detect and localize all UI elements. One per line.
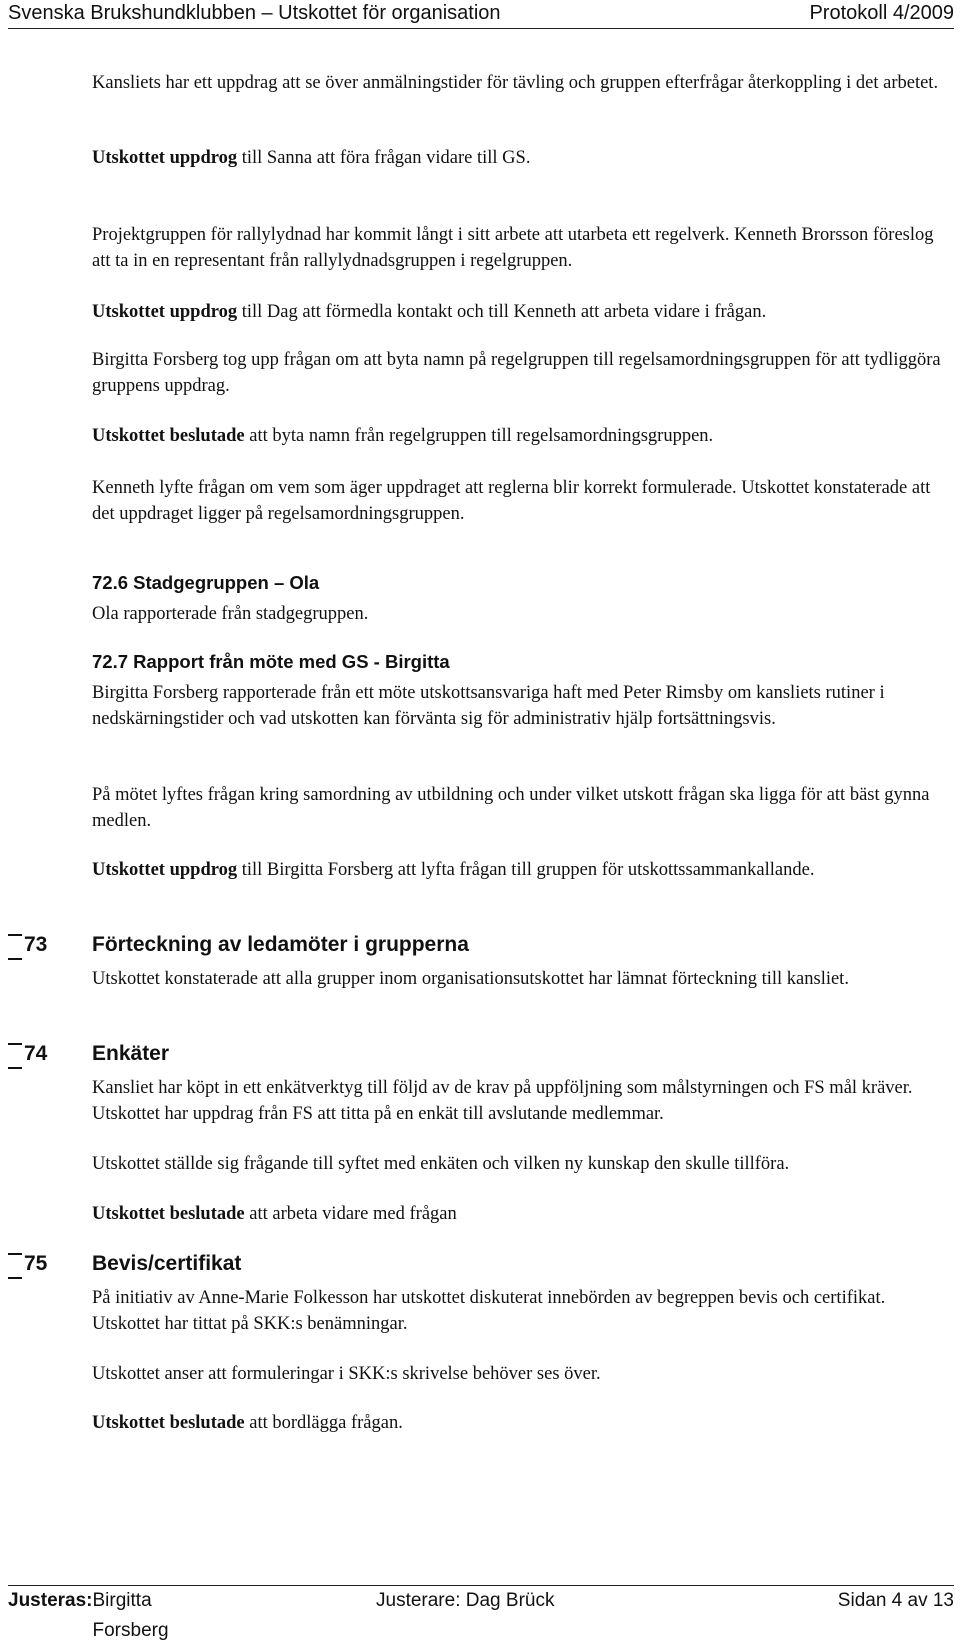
footer-justeras: Justeras: Birgitta Forsberg (8, 1590, 169, 1641)
paragraph: Projektgruppen för rallylydnad har kommit långt i sitt arbete att utarbeta ett regelverk. Kenneth Brorsson föreslog att ta in en representant från rallylydnadsgruppen i regelgruppen. (92, 225, 934, 271)
section-heading: Förteckning av ledamöter i grupperna (92, 933, 469, 956)
paragraph: Utskottet uppdrog till Birgitta Forsberg att lyfta frågan till gruppen för utskottssammankallande. (92, 860, 815, 880)
paragraph: Utskottet beslutade att byta namn från regelgruppen till regelsamordningsgruppen. (92, 426, 714, 446)
section-marker-icon (8, 1043, 22, 1069)
section-marker-icon (8, 934, 22, 960)
section-heading: Enkäter (92, 1042, 170, 1065)
paragraph: Birgitta Forsberg rapporterade från ett möte utskottsansvariga haft med Peter Rimsby om kansliets rutiner i nedskärningstider och vad utskotten kan förvänta sig för administrativ hjälp fortsättningsvis. (92, 683, 885, 729)
paragraph: Utskottet konstaterade att alla grupper inom organisationsutskottet har lämnat förteckning till kansliet. (92, 969, 849, 989)
header-title: Svenska Brukshundklubben – Utskottet för organisation (8, 2, 501, 24)
bold-lead: Utskottet beslutade (92, 1413, 245, 1433)
paragraph: Kansliet har köpt in ett enkätverktyg till följd av de krav på uppföljning som målstyrningen och FS mål kräver. Utskottet har uppdrag från FS att titta på en enkät till avslutande medlemmar. (92, 1078, 913, 1124)
paragraph: Utskottet anser att formuleringar i SKK:s skrivelse behöver ses över. (92, 1364, 601, 1384)
paragraph: Birgitta Forsberg tog upp frågan om att byta namn på regelgruppen till regelsamordningsgruppen för att tydliggöra gruppens uppdrag. (92, 350, 941, 396)
section-heading: Bevis/certifikat (92, 1252, 242, 1275)
page-header (8, 0, 954, 29)
paragraph: Utskottet uppdrog till Sanna att föra frågan vidare till GS. (92, 148, 531, 168)
paragraph: Utskottet uppdrog till Dag att förmedla kontakt och till Kenneth att arbeta vidare i frågan. (92, 302, 767, 322)
page-number: Sidan 4 av 13 (837, 1590, 954, 1611)
paragraph: Utskottet beslutade att bordlägga frågan. (92, 1413, 403, 1433)
section-number: 74 (24, 1042, 48, 1065)
section-number: 73 (24, 933, 48, 956)
bold-lead: Utskottet uppdrog (92, 148, 238, 168)
paragraph: Kenneth lyfte frågan om vem som äger uppdraget att reglerna blir korrekt formulerade. Utskottet konstaterade att det uppdraget ligger på regelsamordningsgruppen. (92, 478, 931, 524)
paragraph: Kansliets har ett uppdrag att se över anmälningstider för tävling och gruppen efterfrågar återkoppling i det arbetet. (92, 73, 939, 93)
subsection-heading: 72.6 Stadgegruppen – Ola (92, 572, 320, 593)
subsection-heading: 72.7 Rapport från möte med GS - Birgitta (92, 651, 450, 672)
header-protocol: Protokoll 4/2009 (809, 2, 954, 24)
paragraph: På mötet lyftes frågan kring samordning av utbildning och under vilket utskott frågan ska ligga för att bäst gynna medlen. (92, 785, 930, 831)
paragraph: Utskottet ställde sig frågande till syftet med enkäten och vilken ny kunskap den skulle tillföra. (92, 1154, 790, 1174)
page-footer (8, 1585, 954, 1641)
paragraph: Utskottet beslutade att arbeta vidare med frågan (92, 1204, 457, 1224)
bold-lead: Utskottet beslutade (92, 1204, 245, 1224)
bold-lead: Utskottet uppdrog (92, 860, 238, 880)
section-number: 75 (24, 1252, 48, 1275)
footer-justerare: Justerare: Dag Brück (376, 1590, 555, 1611)
bold-lead: Utskottet beslutade (92, 426, 245, 446)
section-marker-icon (8, 1253, 22, 1279)
bold-lead: Utskottet uppdrog (92, 302, 238, 322)
paragraph: Ola rapporterade från stadgegruppen. (92, 604, 369, 624)
paragraph: På initiativ av Anne-Marie Folkesson har utskottet diskuterat innebörden av begreppen bevis och certifikat. Utskottet har tittat på SKK:s benämningar. (92, 1288, 886, 1334)
